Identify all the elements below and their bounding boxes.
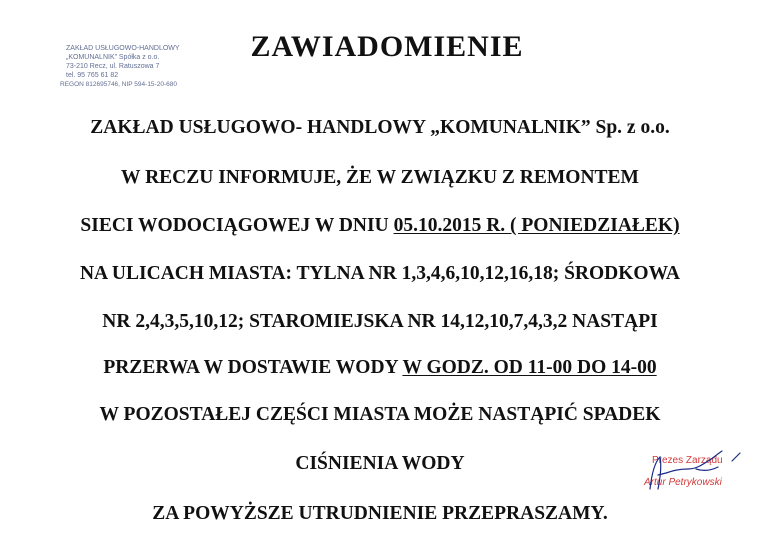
notice-line-apology: ZA POWYŻSZE UTRUDNIENIE PRZEPRASZAMY. (152, 503, 608, 524)
notice-line-date-prefix: SIECI WODOCIĄGOWEJ W DNIU (80, 215, 394, 236)
notice-line-company: ZAKŁAD USŁUGOWO- HANDLOWY „KOMUNALNIK” Sp. z o.o. (90, 117, 670, 138)
handwritten-signature-icon (636, 449, 754, 497)
stamp-phone: tel. 95 765 61 82 (66, 72, 119, 79)
notice-line-streets-1: NA ULICACH MIASTA: TYLNA NR 1,3,4,6,10,12,16,18; ŚRODKOWA (79, 263, 681, 284)
notice-line-hours (0, 357, 760, 379)
stamp-regon-nip: REGON 812695746, NIP 594-15-20-680 (60, 81, 177, 88)
notice-line-streets-2: NR 2,4,3,5,10,12; STAROMIEJSKA NR 14,12,10,7,4,3,2 NASTĄPI (102, 311, 658, 332)
notice-line-pressure-1: W POZOSTAŁEJ CZĘŚCI MIASTA MOŻE NASTĄPIĆ SPADEK (99, 404, 661, 425)
document-title: ZAWIADOMIENIE (250, 30, 524, 63)
notice-line-pressure-2: CIŚNIENIA WODY (295, 453, 465, 474)
signature-role: Prezes Zarządu (652, 455, 723, 466)
notice-line-informs: W RECZU INFORMUJE, ŻE W ZWIĄZKU Z REMONTEM (121, 167, 639, 188)
notice-line-date (0, 215, 760, 237)
stamp-address: 73-210 Recz, ul. Ratuszowa 7 (66, 63, 160, 70)
notice-line-hours-prefix: PRZERWA W DOSTAWIE WODY (103, 357, 403, 378)
notice-date: 05.10.2015 R. ( PONIEDZIAŁEK) (393, 215, 680, 236)
signature-stamp (636, 449, 754, 497)
stamp-company-name: „KOMUNALNIK” Spółka z o.o. (66, 54, 160, 61)
stamp-company-type: ZAKŁAD USŁUGOWO-HANDLOWY (66, 45, 180, 52)
signature-name: Artur Petrykowski (644, 477, 722, 488)
notice-hours: W GODZ. OD 11-00 DO 14-00 (402, 357, 657, 378)
